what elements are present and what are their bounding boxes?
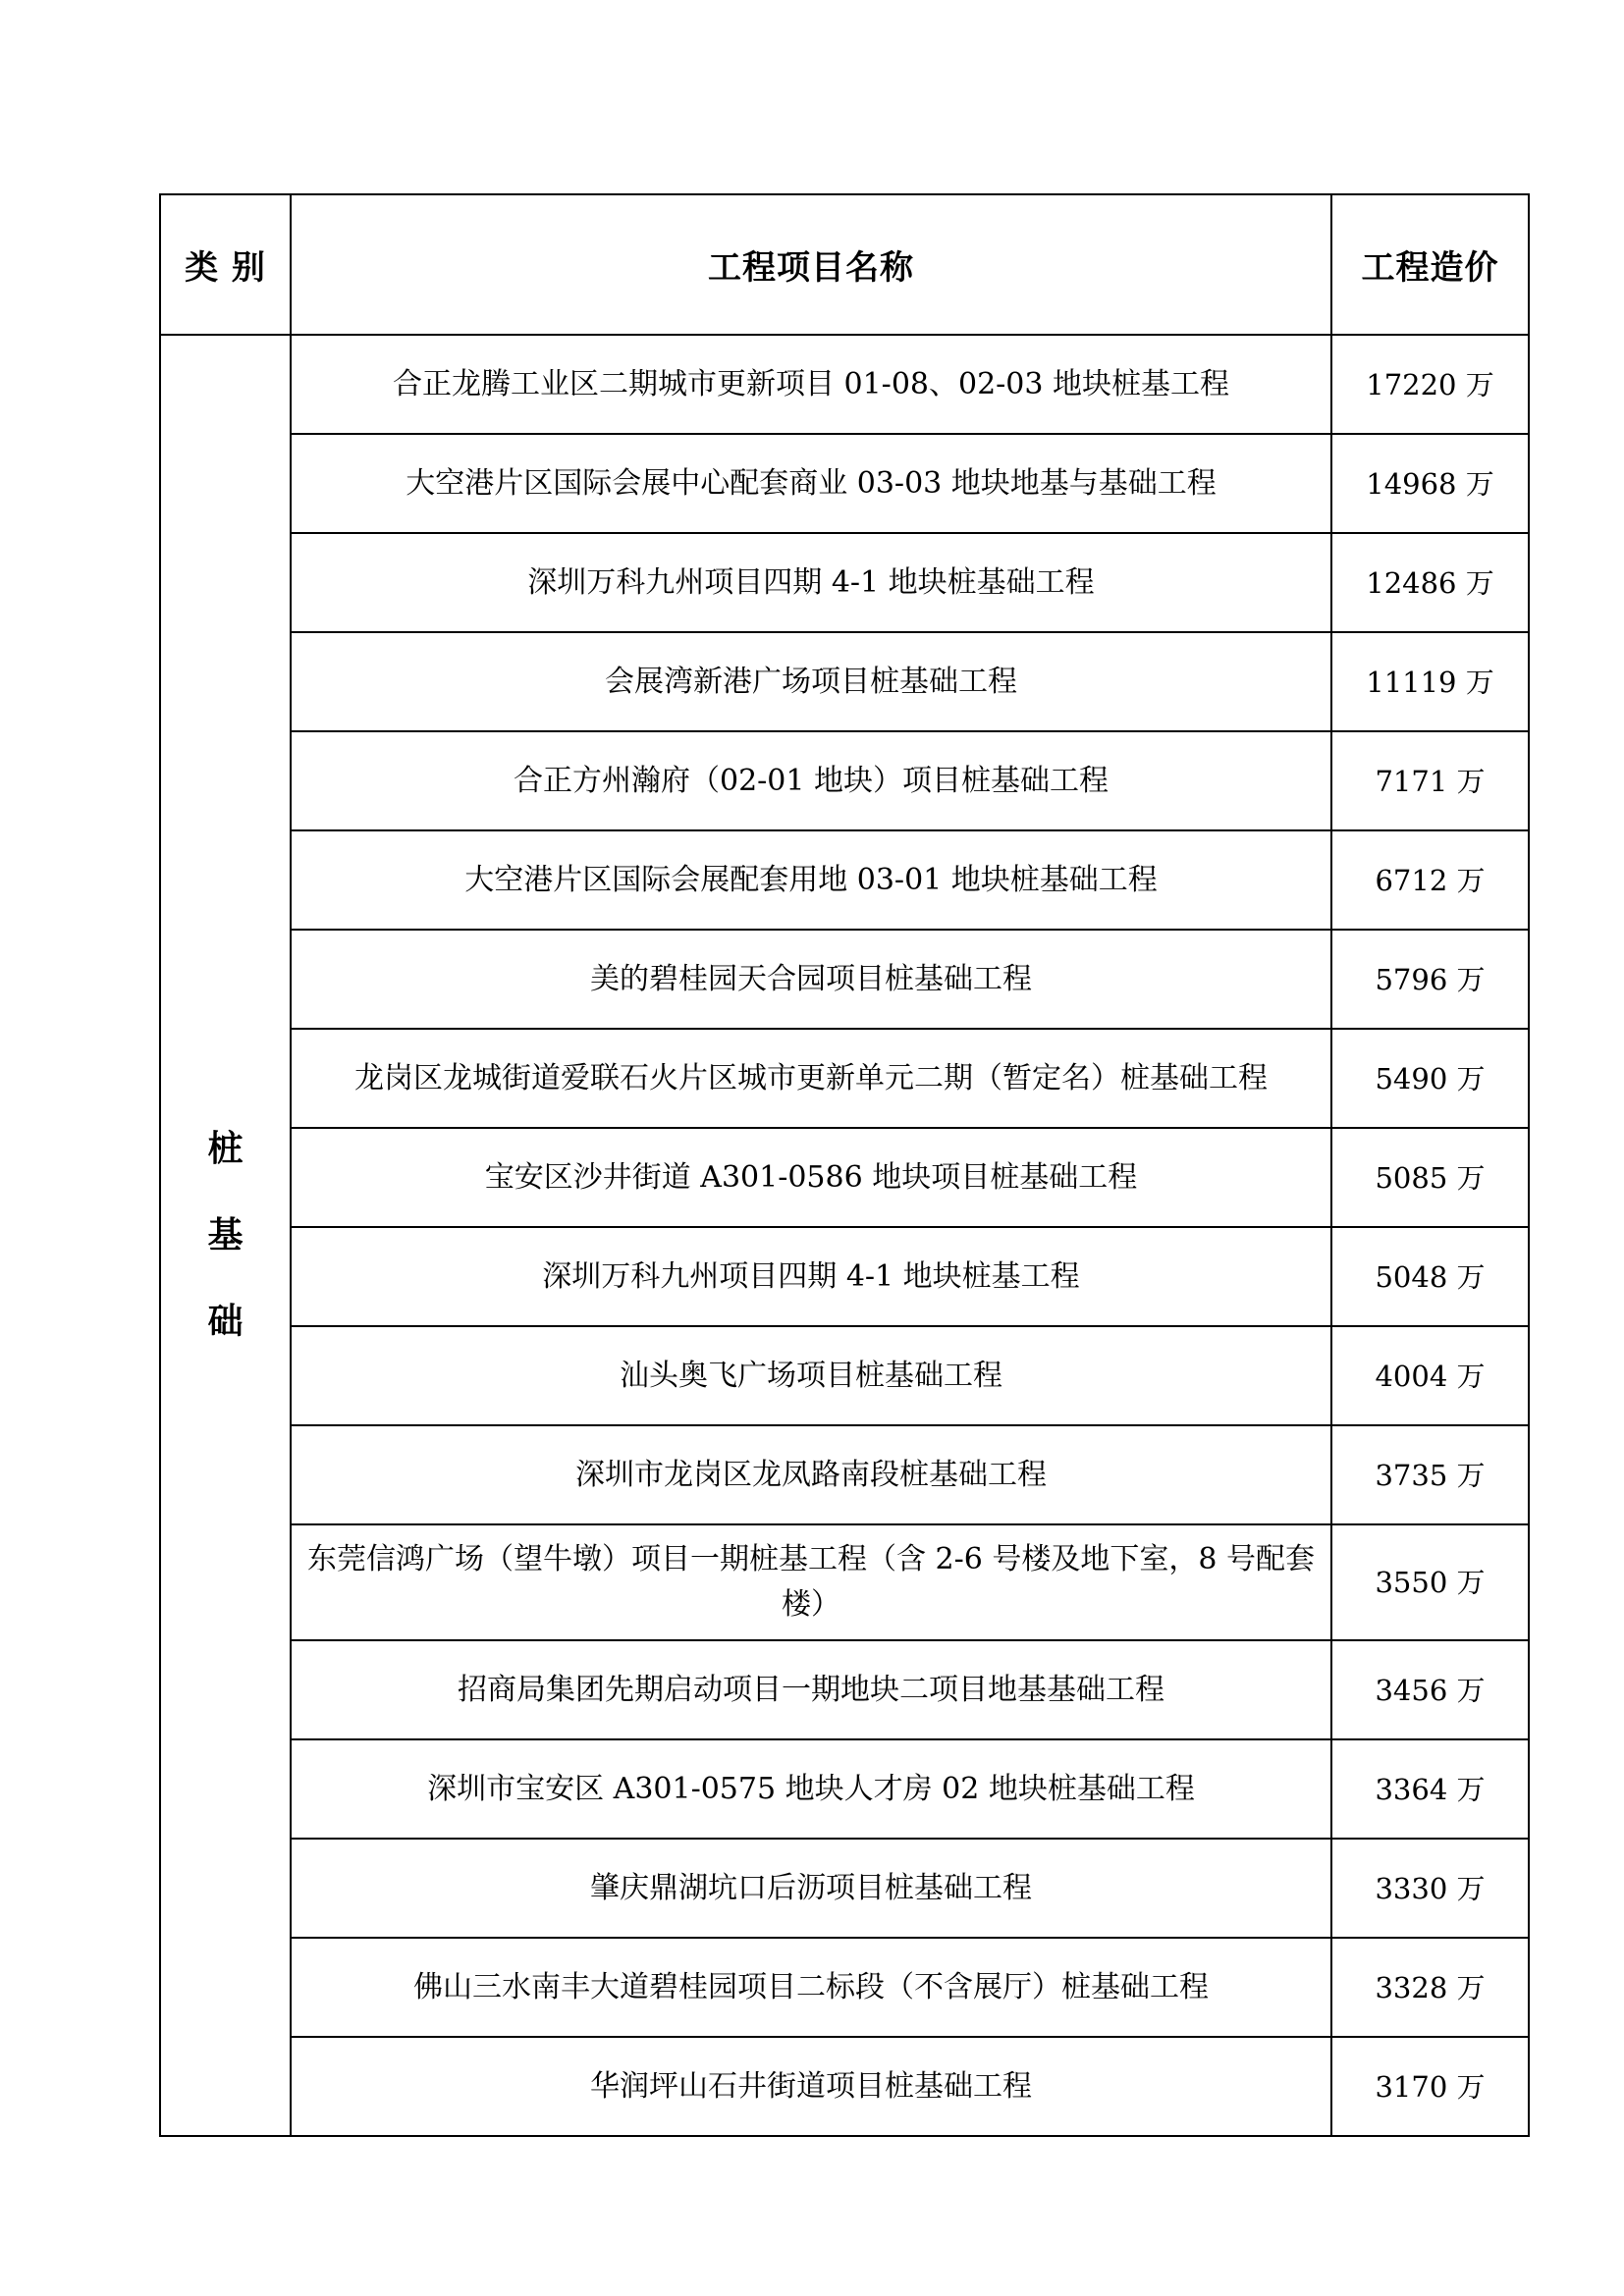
project-cost-cell: 6712 万 — [1331, 830, 1529, 930]
project-cost-cell: 3328 万 — [1331, 1938, 1529, 2037]
table-row — [160, 1938, 1529, 2037]
project-name-cell: 大空港片区国际会展配套用地 03-01 地块桩基础工程 — [291, 830, 1331, 930]
project-name-cell: 深圳市宝安区 A301-0575 地块人才房 02 地块桩基础工程 — [291, 1739, 1331, 1839]
cost-column-header: 工程造价 — [1331, 194, 1529, 335]
table-row — [160, 632, 1529, 731]
project-cost-cell: 3330 万 — [1331, 1839, 1529, 1938]
project-name-cell: 合正方州瀚府（02-01 地块）项目桩基础工程 — [291, 731, 1331, 830]
project-cost-cell: 11119 万 — [1331, 632, 1529, 731]
table-row — [160, 1227, 1529, 1326]
project-cost-cell: 5085 万 — [1331, 1128, 1529, 1227]
project-cost-cell: 5490 万 — [1331, 1029, 1529, 1128]
category-character: 础 — [207, 1301, 244, 1342]
project-cost-cell: 7171 万 — [1331, 731, 1529, 830]
table-row — [160, 1326, 1529, 1425]
project-name-cell: 肇庆鼎湖坑口后沥项目桩基础工程 — [291, 1839, 1331, 1938]
project-name-column-header: 工程项目名称 — [291, 194, 1331, 335]
project-cost-cell: 3456 万 — [1331, 1640, 1529, 1739]
category-character: 桩 — [207, 1128, 244, 1169]
project-name-cell: 东莞信鸿广场（望牛墩）项目一期桩基工程（含 2-6 号楼及地下室，8 号配套楼） — [291, 1524, 1331, 1640]
project-name-cell: 龙岗区龙城街道爱联石火片区城市更新单元二期（暂定名）桩基础工程 — [291, 1029, 1331, 1128]
project-name-cell: 佛山三水南丰大道碧桂园项目二标段（不含展厅）桩基础工程 — [291, 1938, 1331, 2037]
project-name-cell: 宝安区沙井街道 A301-0586 地块项目桩基础工程 — [291, 1128, 1331, 1227]
table-row — [160, 930, 1529, 1029]
project-name-cell: 深圳万科九州项目四期 4-1 地块桩基工程 — [291, 1227, 1331, 1326]
category-cell — [160, 335, 291, 2136]
project-cost-cell: 3550 万 — [1331, 1524, 1529, 1640]
category-column-header: 类 别 — [160, 194, 291, 335]
table-row — [160, 1524, 1529, 1640]
project-name-cell: 招商局集团先期启动项目一期地块二项目地基基础工程 — [291, 1640, 1331, 1739]
table-row — [160, 1128, 1529, 1227]
project-name-cell: 深圳市龙岗区龙凤路南段桩基础工程 — [291, 1425, 1331, 1524]
project-cost-cell: 17220 万 — [1331, 335, 1529, 434]
project-cost-cell: 3364 万 — [1331, 1739, 1529, 1839]
project-cost-cell: 5796 万 — [1331, 930, 1529, 1029]
table-row — [160, 731, 1529, 830]
table-body — [160, 335, 1529, 2136]
table-row — [160, 830, 1529, 930]
category-character: 基 — [207, 1214, 244, 1255]
table-header-row — [160, 194, 1529, 335]
project-name-cell: 合正龙腾工业区二期城市更新项目 01-08、02-03 地块桩基工程 — [291, 335, 1331, 434]
table-row — [160, 1640, 1529, 1739]
project-table — [159, 193, 1530, 2137]
table-row — [160, 1839, 1529, 1938]
table-row — [160, 1739, 1529, 1839]
table-row — [160, 1425, 1529, 1524]
project-cost-cell: 3735 万 — [1331, 1425, 1529, 1524]
project-cost-cell: 4004 万 — [1331, 1326, 1529, 1425]
table-row — [160, 335, 1529, 434]
project-cost-cell: 12486 万 — [1331, 533, 1529, 632]
project-cost-cell: 14968 万 — [1331, 434, 1529, 533]
project-name-cell: 深圳万科九州项目四期 4-1 地块桩基础工程 — [291, 533, 1331, 632]
table-row — [160, 1029, 1529, 1128]
table-row — [160, 2037, 1529, 2136]
project-name-cell: 华润坪山石井街道项目桩基础工程 — [291, 2037, 1331, 2136]
project-name-cell: 汕头奥飞广场项目桩基础工程 — [291, 1326, 1331, 1425]
project-name-cell: 会展湾新港广场项目桩基础工程 — [291, 632, 1331, 731]
table-row — [160, 434, 1529, 533]
table-row — [160, 533, 1529, 632]
project-name-cell: 美的碧桂园天合园项目桩基础工程 — [291, 930, 1331, 1029]
project-cost-cell: 3170 万 — [1331, 2037, 1529, 2136]
project-cost-cell: 5048 万 — [1331, 1227, 1529, 1326]
project-name-cell: 大空港片区国际会展中心配套商业 03-03 地块地基与基础工程 — [291, 434, 1331, 533]
